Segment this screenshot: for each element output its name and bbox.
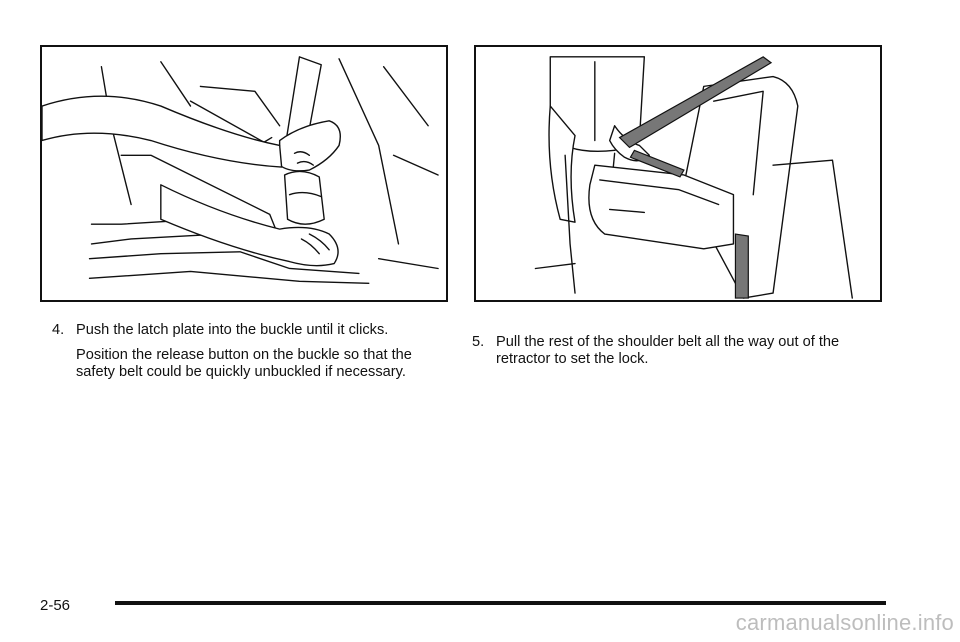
latch-buckle-illustration — [40, 45, 448, 302]
step-number: 4. — [52, 322, 65, 338]
shoulder-belt-illustration — [474, 45, 882, 302]
page-number: 2-56 — [40, 597, 71, 614]
shoulder-belt-pull-illustration-icon — [476, 47, 880, 300]
step-5 — [472, 334, 892, 368]
watermark: carmanualsonline.info — [735, 610, 954, 635]
footer-rule — [115, 601, 886, 605]
step-4 — [52, 322, 447, 381]
step-continuation: Position the release button on the buckle so that the safety belt could be quickly unbuckled if necessary. — [76, 347, 412, 380]
step-text: Push the latch plate into the buckle until it clicks. — [76, 322, 389, 338]
seatbelt-buckle-illustration-icon — [42, 47, 446, 300]
step-number: 5. — [472, 334, 485, 350]
step-text: Pull the rest of the shoulder belt all the way out of the retractor to set the lock. — [496, 334, 840, 367]
